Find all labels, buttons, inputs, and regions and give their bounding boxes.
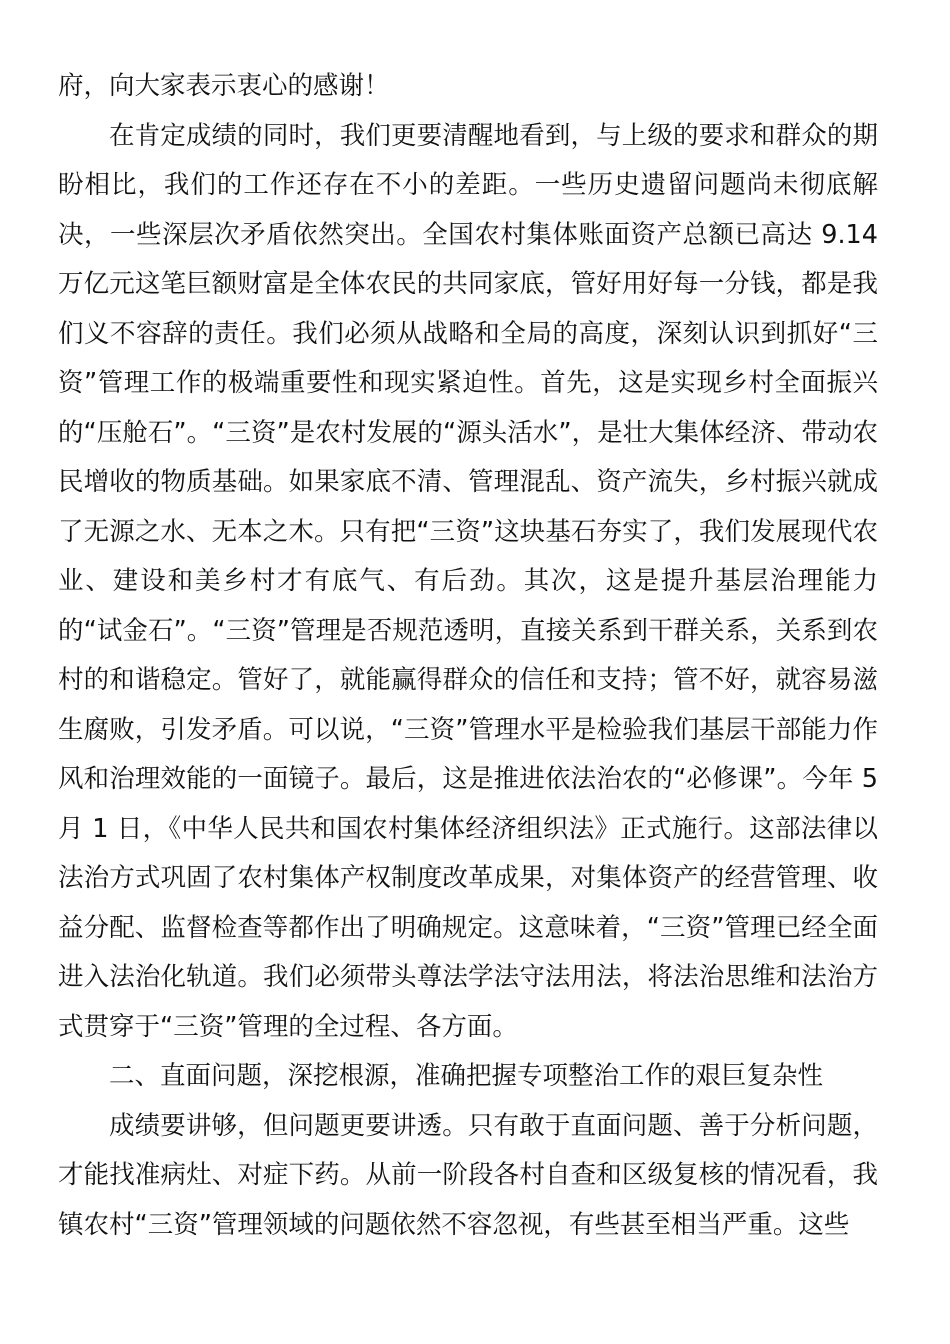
document-page — [58, 62, 878, 1250]
paragraph-body: 在肯定成绩的同时，我们更要清醒地看到，与上级的要求和群众的期盼相比，我们的工作还存在不小的差距。一些历史遗留问题尚未彻底解决，一些深层次矛盾依然突出。全国农村集体账面资产总额已高达 9.14 万亿元这笔巨额财富是全体农民的共同家底，管好用好每一分钱，都是我们义不容辞的责任。我们必须从战略和全局的高度，深刻认识到抓好“三资”管理工作的极端重要性和现实紧迫性。首先，这是实现乡村全面振兴的“压舱石”。“三资”是农村发展的“源头活水”，是壮大集体经济、带动农民增收的物质基础。如果家底不清、管理混乱、资产流失，乡村振兴就成了无源之水、无本之木。只有把“三资”这块基石夯实了，我们发展现代农业、建设和美乡村才有底气、有后劲。其次，这是提升基层治理能力的“试金石”。“三资”管理是否规范透明，直接关系到干群关系，关系到农村的和谐稳定。管好了，就能赢得群众的信任和支持；管不好，就容易滋生腐败，引发矛盾。可以说，“三资”管理水平是检验我们基层干部能力作风和治理效能的一面镜子。最后，这是推进依法治农的“必修课”。今年 5 月 1 日，《中华人民共和国农村集体经济组织法》正式施行。这部法律以法治方式巩固了农村集体产权制度改革成果，对集体资产的经营管理、收益分配、监督检查等都作出了明确规定。这意味着，“三资”管理已经全面进入法治化轨道。我们必须带头尊法学法守法用法，将法治思维和法治方式贯穿于“三资”管理的全过程、各方面。 — [58, 120, 878, 1042]
paragraph-body-2: 成绩要讲够，但问题更要讲透。只有敢于直面问题、善于分析问题，才能找准病灶、对症下药。从前一阶段各村自查和区级复核的情况看，我镇农村“三资”管理领域的问题依然不容忽视，有些甚至相当严重。这些 — [58, 1110, 878, 1240]
paragraph-continuation: 府，向大家表示衷心的感谢！ — [58, 71, 390, 101]
section-heading: 二、直面问题，深挖根源，准确把握专项整治工作的艰巨复杂性 — [109, 1061, 824, 1091]
